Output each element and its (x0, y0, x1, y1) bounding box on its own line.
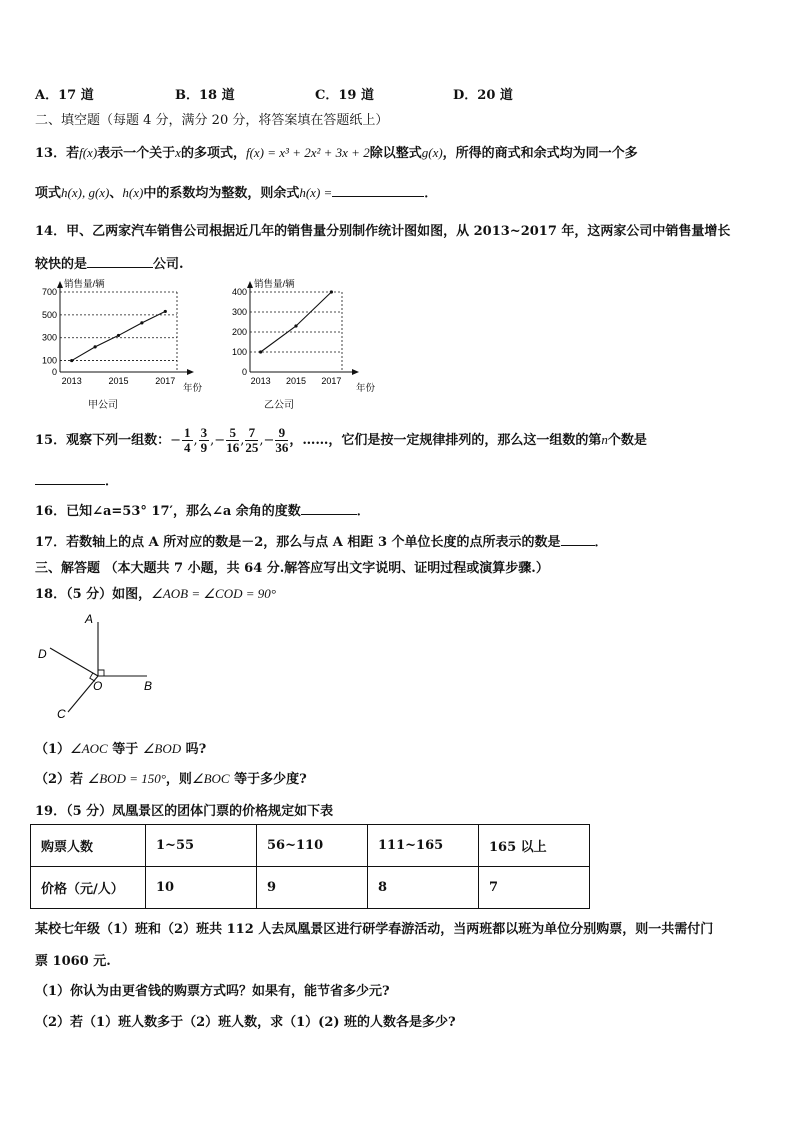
q14-line1: 14．甲、乙两家汽车销售公司根据近几年的销售量分别制作统计图如图，从 2013~2017 年，这两家公司中销售量增长 (35, 224, 731, 239)
table-cell: 165 以上 (479, 825, 590, 867)
q13-line1: 13．若f(x)表示一个关于x的多项式，f(x) = x³ + 2x² + 3x + 2除以整式g(x)，所得的商式和余式均为同一个多 (35, 145, 638, 161)
table-row (31, 825, 590, 867)
y-tick-label: 500 (41, 309, 57, 320)
fraction-numerator: 3 (200, 425, 208, 440)
q17-answer-blank (561, 545, 595, 546)
fraction-sign: − (263, 433, 275, 448)
fraction-separator: , (210, 433, 215, 448)
q15-fraction-list (170, 425, 289, 455)
y-tick-label: 200 (231, 327, 247, 337)
series-line (261, 292, 332, 352)
data-point (164, 310, 167, 313)
data-point (117, 334, 120, 337)
q18-angle-figure (30, 608, 170, 726)
data-point (140, 321, 143, 324)
fraction-separator: , (240, 433, 245, 448)
q18-label-b: B (144, 679, 153, 693)
q15-line2: ． (35, 470, 118, 489)
chart-yi (222, 276, 387, 412)
q19-paragraph-line2: 票 1060 元. (35, 954, 111, 969)
data-point (70, 359, 73, 362)
q12-option-a: A．17 道 (35, 88, 94, 103)
x-axis-arrow (187, 369, 194, 375)
fraction-numerator: 5 (226, 426, 239, 441)
chart-jia (30, 276, 215, 412)
q13-formula: f(x) = x³ + 2x² + 3x + 2 (245, 145, 370, 160)
q18-label-a: A (85, 612, 94, 626)
q13-answer-blank (332, 196, 424, 197)
table-cell: 8 (368, 867, 479, 909)
fraction-separator: , (259, 433, 264, 448)
data-point (259, 350, 262, 353)
x-tick-label: 2013 (61, 376, 82, 386)
section2-heading: 二、填空题（每题 4 分，满分 20 分，将答案填在答题纸上） (35, 113, 389, 128)
q16-answer-blank (301, 514, 357, 515)
fraction-denominator: 9 (200, 440, 208, 455)
table-cell: 9 (257, 867, 368, 909)
x-axis-arrow (352, 369, 359, 375)
fraction-numerator: 9 (275, 426, 288, 441)
fraction (226, 426, 239, 455)
q19-sub2: （2）若（1）班人数多于（2）班人数，求（1）(2) 班的人数各是多少? (35, 1015, 456, 1030)
table-cell: 56~110 (257, 825, 368, 867)
q14-answer-blank (87, 267, 153, 268)
x-tick-label: 2017 (321, 376, 342, 386)
table-row (31, 867, 590, 909)
q18-sub2: （2）若 ∠BOD = 150°，则∠BOC 等于多少度? (35, 771, 307, 787)
table-cell: 10 (146, 867, 257, 909)
q13-fx: f(x) (79, 145, 98, 160)
data-point (330, 290, 333, 293)
y-tick-label: 300 (41, 332, 57, 343)
y-tick-label: 0 (241, 367, 247, 377)
fraction-sign: − (214, 433, 226, 448)
fraction (182, 426, 193, 455)
fraction (275, 426, 288, 455)
q19-stem: 19．（5 分）凤凰景区的团体门票的价格规定如下表 (35, 804, 334, 819)
y-tick-label: 700 (41, 287, 57, 297)
chart-title: 乙公司 (264, 400, 294, 411)
q12-option-b: B．18 道 (175, 88, 235, 103)
fraction-numerator: 1 (184, 425, 191, 440)
data-point (294, 324, 297, 327)
y-tick-label: 0 (51, 367, 57, 377)
q13-line2: 项式h(x), g(x)、h(x)中的系数均为整数，则余式h(x) = ． (35, 185, 438, 201)
y-axis-label: 销售量/辆 (254, 279, 295, 290)
fraction-separator: , (193, 433, 198, 448)
q12-option-c: C．19 道 (315, 88, 374, 103)
x-tick-label: 2015 (108, 376, 129, 386)
table-cell: 7 (479, 867, 590, 909)
q14-line2: 较快的是 公司. (35, 257, 184, 272)
y-tick-label: 100 (41, 355, 57, 366)
q19-paragraph-line1: 某校七年级（1）班和（2）班共 112 人去凤凰景区进行研学春游活动，当两班都以班为单位分别购票，则一共需付门 (35, 922, 714, 937)
q18-stem: 18．（5 分）如图，∠AOB = ∠COD = 90° (35, 586, 276, 602)
ticket-price-table (30, 824, 590, 909)
x-axis-label: 年份 (356, 383, 376, 394)
table-cell: 1~55 (146, 825, 257, 867)
table-cell: 购票人数 (31, 825, 146, 867)
chart-title: 甲公司 (88, 400, 118, 411)
fraction (245, 426, 258, 455)
y-tick-label: 100 (231, 347, 247, 357)
q18-sub1: （1）∠AOC 等于 ∠BOD 吗? (35, 741, 207, 757)
q16: 16．已知∠a=53° 17′，那么∠a 余角的度数 ． (35, 504, 370, 519)
y-axis-arrow (247, 281, 253, 288)
fraction-denominator: 36 (275, 440, 289, 455)
y-axis-label: 销售量/辆 (64, 279, 105, 290)
fraction (199, 426, 210, 455)
x-tick-label: 2015 (285, 376, 307, 386)
q18-label-o: O (93, 679, 103, 693)
fraction-denominator: 4 (184, 440, 191, 455)
x-axis-label: 年份 (183, 383, 203, 394)
fraction-denominator: 16 (226, 440, 240, 455)
q17: 17．若数轴上的点 A 所对应的数是－2，那么与点 A 相距 3 个单位长度的点所表示的数是 ． (35, 535, 608, 550)
q15-answer-blank (35, 484, 105, 485)
fraction-sign: − (170, 433, 182, 448)
q12-option-d: D．20 道 (453, 88, 513, 103)
q18-label-c: C (57, 707, 66, 721)
fraction-numerator: 7 (245, 426, 258, 441)
q18-label-d: D (38, 647, 47, 661)
q19-sub1: （1）你认为由更省钱的购票方式吗？如果有，能节省多少元? (35, 984, 390, 999)
y-tick-label: 300 (231, 307, 247, 317)
section3-heading: 三、解答题 （本大题共 7 小题，共 64 分.解答应写出文字说明、证明过程或演算步骤.） (35, 561, 549, 576)
x-tick-label: 2013 (250, 376, 271, 386)
fraction-denominator: 25 (245, 440, 259, 455)
y-axis-arrow (57, 281, 63, 288)
q15-line1: 15．观察下列一组数：− $\frac{1}{4}$ , $\frac{3}{9}$ ,− $\frac{5}{16}$ , $\frac{7}{25}$ ,− $\frac{9}{36}$ ，……，它们是按一定规律排列的，那么这一组数的第n个数是 (35, 425, 647, 455)
table-cell: 111~165 (368, 825, 479, 867)
y-tick-label: 400 (231, 287, 247, 297)
x-tick-label: 2017 (155, 376, 176, 386)
q18-formula: ∠AOB = ∠COD = 90° (151, 586, 276, 601)
table-cell: 价格（元/人） (31, 867, 146, 909)
data-point (94, 345, 97, 348)
